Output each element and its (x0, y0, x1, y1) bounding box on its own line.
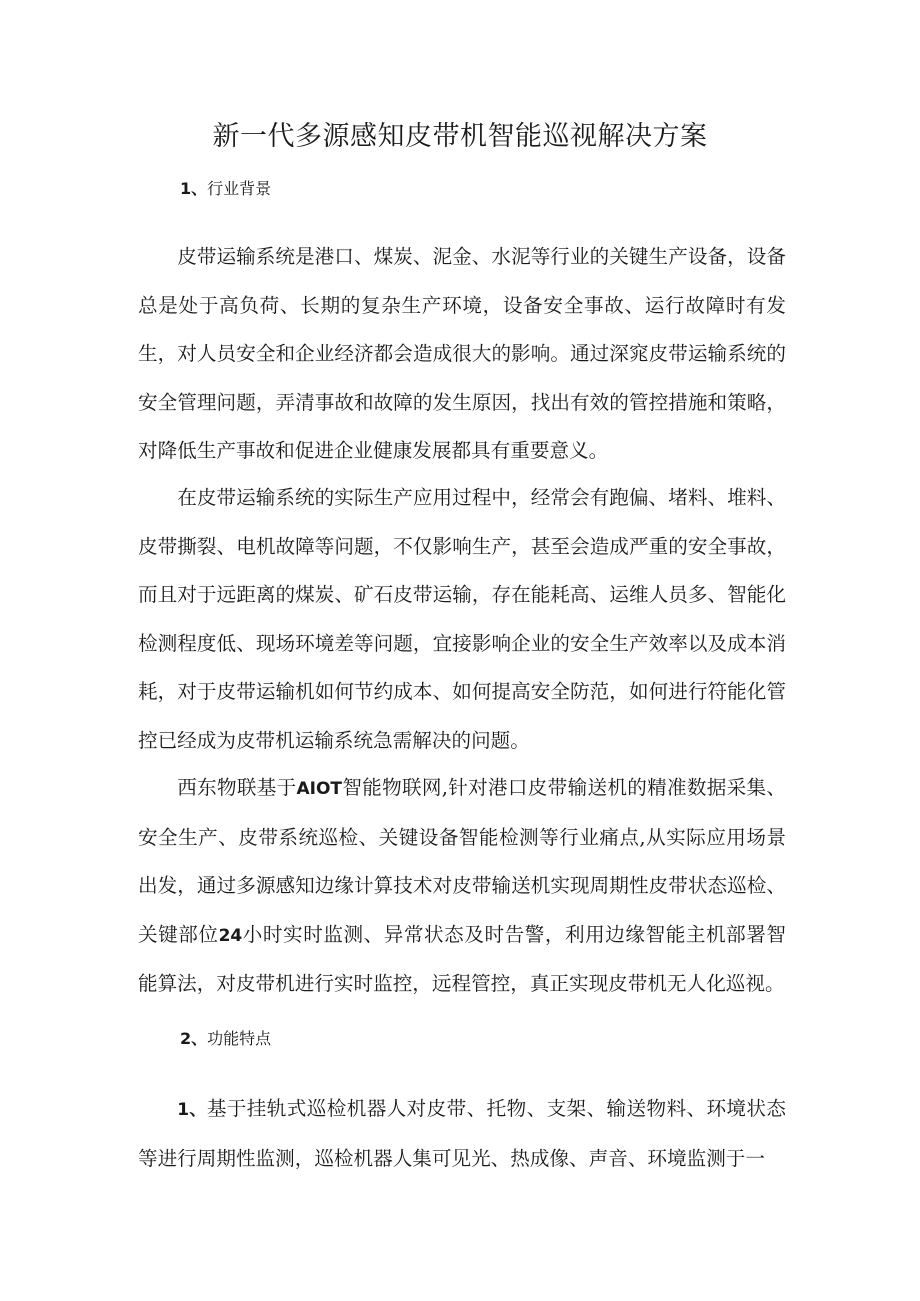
paragraph-company-solution (138, 764, 786, 1009)
section-title: 功能特点 (207, 1029, 272, 1048)
paragraph-background-1: 皮带运输系统是港口、煤炭、泥金、水泥等行业的关键生产设备，设备总是处于高负荷、长期的复杂生产环境，设备安全事故、运行故障时有发生，对人员安全和企业经济都会造成很大的影响。通过深窕皮带运输系统的安全管理问题，弄清事故和故障的发生原因，找出有效的管控措施和策略，对降低生产事故和促进企业健康发展都具有重要意义。 (138, 245, 786, 462)
feature-number: 1、 (177, 1100, 207, 1120)
feature-text: 基于挂轨式巡检机器人对皮带、托物、支架、输送物料、环境状态等进行周期性监测，巡检机器人集可见光、热成像、声音、环境监测于一 (138, 1097, 786, 1170)
section-heading-industry-background (180, 175, 271, 203)
paragraph-background-2: 在皮带运输系统的实际生产应用过程中，经常会有跑偏、堵料、堆料、皮带撕裂、电机故障等问题，不仅影响生产，甚至会造成严重的安全事故，而且对于远距离的煤炭、矿石皮带运输，存在能耗高、运维人员多、智能化检测程度低、现场环境差等问题，宜接影响企业的安全生产效率以及成本消耗，对于皮带运输机如何节约成本、如何提高安全防范，如何进行符能化管控已经成为皮带机运输系统急需解决的问题。 (138, 486, 786, 752)
section-heading-features (180, 1025, 271, 1053)
document-title: 新一代多源感知皮带机智能巡视解决方案 (212, 121, 708, 152)
section-title: 行业背景 (207, 179, 272, 198)
section-number: 2、 (180, 1029, 208, 1048)
paragraph-text: 小时实时监测、异常状态及时告警，利用边缘智能主机部署智能算法，对皮带机进行实时监控，远程管控，真正实现皮带机无人化巡视。 (138, 922, 787, 995)
paragraph-feature-1 (138, 1085, 786, 1183)
paragraph-text: 西东物联基于 (177, 776, 297, 799)
section-number: 1、 (180, 179, 208, 198)
term-24: 24 (218, 925, 243, 946)
term-aiot: AIOT (296, 779, 343, 799)
paragraph-text: 智能物联网,针对港口皮带输送机的精准数据采集、安全生产、皮带系统巡检、关键设备智能检测等行业痛点,从实际应用场景出发，通过多源感知边缘计算技术对皮带输送机实现周期性皮带状态巡检、关键部位 (138, 776, 787, 946)
